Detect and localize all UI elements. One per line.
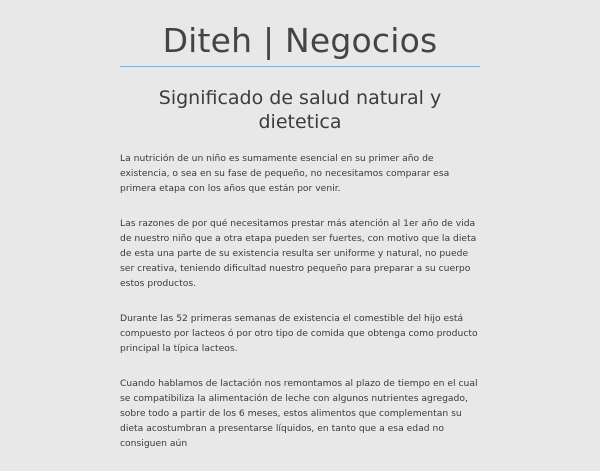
post-content: [120, 151, 482, 471]
site-header: [120, 18, 480, 64]
site-title[interactable]: Diteh | Negocios: [162, 21, 438, 60]
header-divider: [120, 66, 480, 67]
paragraph: Cuando hablamos de lactación nos remontamos al plazo de tiempo en el cual se compatibiliza la alimentación de leche con algunos nutrientes agregado, sobre todo a partir de los 6 meses, estos alimentos que complementan su dieta acostumbran a presentarse líquidos, en tanto que a esa edad no consiguen aún: [120, 378, 478, 449]
paragraph: Durante las 52 primeras semanas de existencia el comestible del hijo está compuesto por lacteos ó por otro tipo de comida que obtenga como producto principal la típica lacteos.: [120, 313, 478, 354]
paragraph: La nutrición de un niño es sumamente esencial en su primer año de existencia, o sea en su fase de pequeño, no necesitamos comparar esa primera etapa con los años que están por venir.: [120, 153, 450, 194]
post-title: Significado de salud natural y dietetica: [158, 87, 442, 133]
paragraph: Las razones de por qué necesitamos prestar más atención al 1er año de vida de nuestro niño que a otra etapa pueden ser fuertes, con motivo que la dieta de esta una parte de su existencia resulta ser uniforme y natural, no puede ser creativa, teniendo dificultad nuestro pequeño para preparar a su cuerpo estos productos.: [120, 218, 477, 289]
